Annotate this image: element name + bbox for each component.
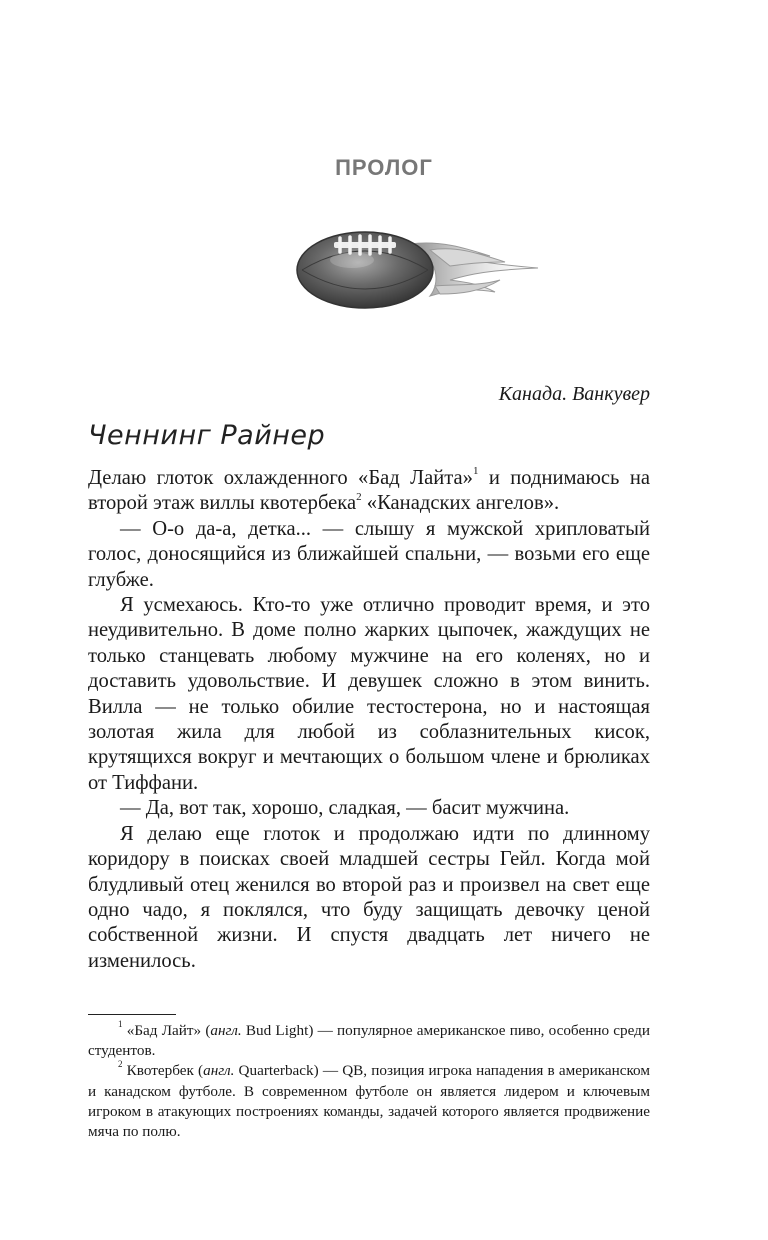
footnote-ref-2: 2 [356,490,362,503]
footnote-ref-1: 1 [472,465,479,478]
paragraph-text: Делаю глоток охлажденного «Бад Лайта» [88,467,473,489]
footnote [88,1018,650,1061]
paragraph-text: и поднимаюсь на второй этаж виллы квотербека [88,467,650,515]
scene-location: Канада. Ванкувер [498,383,650,405]
flaming-football-icon [290,222,550,318]
footnote-text: «Бад Лайт» ( [126,1022,211,1039]
footnote-number: 2 [118,1059,123,1070]
footnote-text: Квотербек ( [126,1062,204,1080]
footnote-divider [88,1014,176,1015]
footnote-lang: англ. [203,1062,235,1080]
paragraph: — О-о да-а, детка... — слышу я мужской хрипловатый голос, доносящийся из ближайшей спальни, — возьми его еще глубже. [88,517,650,591]
footnote-number: 1 [118,1018,123,1029]
paragraph: Я делаю еще глоток и продолжаю идти по длинному коридору в поисках своей младшей сестры Гейл. Когда мой блудливый отец женился во второй раз и произвел на свет еще одно чадо, я поклялся, что буду защищать девочку ценой собственной жизни. И спустя двадцать лет ничего не изменилось. [88,822,650,972]
pov-character-name: Ченнинг Райнер [88,420,326,451]
paragraph: Я усмехаюсь. Кто-то уже отлично проводит время, и это неудивительно. В доме полно жарких цыпочек, жаждущих не только станцевать любому мужчине на его коленях, но и доставить удовольствие. И девушек сложно в этом винить. Вилла — не только обилие тестостерона, но и настоящая золотая жила для любой из соблазнительных кисок, крутящихся вокруг и мечтающих о большом члене и брюликах от Тиффани. [88,594,650,794]
footnotes [88,1018,650,1142]
footnote [88,1061,650,1142]
footnote-text: Bud Light) — популярное американское пиво, особенно среди студентов. [88,1022,650,1060]
paragraph [88,466,650,517]
paragraph: — Да, вот так, хорошо, сладкая, — басит мужчина. [120,797,570,820]
footnote-text: Quarterback) — QB, позиция игрока нападения в американском и канадском футболе. В современном футболе он является лидером и ключевым игроком в атакующих построениях команды, задачей которого является продвижение мяча по полю. [88,1062,650,1141]
paragraph-text: «Канадских ангелов». [361,492,560,515]
chapter-title: ПРОЛОГ [335,155,433,180]
footnote-lang: англ. [210,1022,242,1039]
chapter-body [88,466,650,974]
